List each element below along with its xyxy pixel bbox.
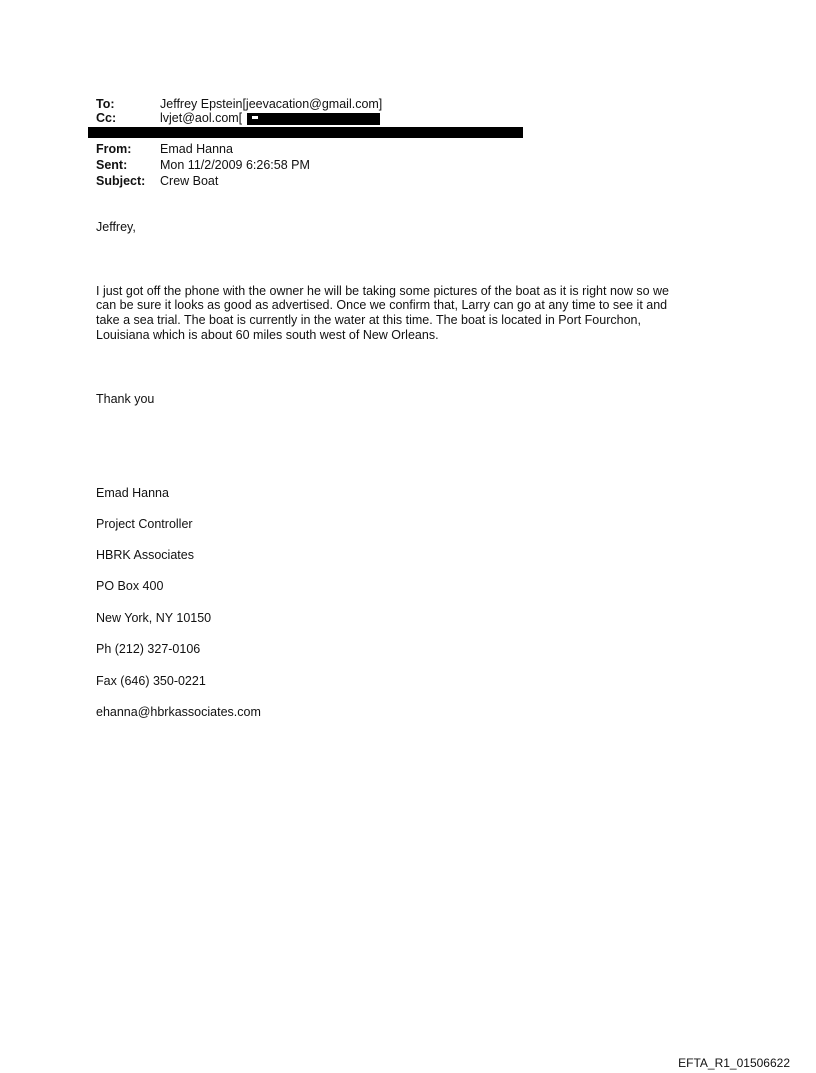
to-value: Jeffrey Epstein[jeevacation@gmail.com] — [160, 97, 383, 111]
signature-address-line-2: New York, NY 10150 — [96, 611, 212, 625]
closing: Thank you — [96, 392, 155, 406]
redaction-artifact — [252, 116, 258, 119]
signature-email: ehanna@hbrkassociates.com — [96, 705, 261, 719]
sent-row — [96, 158, 310, 172]
message-line: I just got off the phone with the owner he will be taking some pictures of the boat as it is right now so we — [96, 284, 670, 298]
message-line: take a sea trial. The boat is currently in the water at this time. The boat is located in Port Fourchon, — [96, 313, 641, 327]
sent-value: Mon 11/2/2009 6:26:58 PM — [160, 158, 310, 172]
signature-address-line-1: PO Box 400 — [96, 579, 164, 593]
sent-label: Sent: — [96, 158, 128, 172]
signature-company: HBRK Associates — [96, 548, 194, 562]
from-row — [96, 142, 233, 156]
from-value: Emad Hanna — [160, 142, 233, 156]
to-label: To: — [96, 97, 115, 111]
to-row — [96, 97, 382, 111]
greeting: Jeffrey, — [96, 220, 136, 234]
cc-label: Cc: — [96, 111, 117, 125]
signature-name: Emad Hanna — [96, 486, 169, 500]
cc-value: lvjet@aol.com[ — [160, 111, 243, 125]
message-line: Louisiana which is about 60 miles south west of New Orleans. — [96, 328, 439, 342]
subject-label: Subject: — [96, 174, 146, 188]
signature-phone: Ph (212) 327-0106 — [96, 642, 201, 656]
document-id: EFTA_R1_01506622 — [678, 1056, 790, 1070]
subject-value: Crew Boat — [160, 174, 219, 188]
redaction-bar — [88, 127, 523, 138]
redaction-bar — [247, 113, 380, 125]
cc-row — [96, 111, 242, 125]
signature-fax: Fax (646) 350-0221 — [96, 674, 206, 688]
signature-title: Project Controller — [96, 517, 193, 531]
subject-row — [96, 174, 218, 188]
from-label: From: — [96, 142, 132, 156]
message-line: can be sure it looks as good as advertised. Once we confirm that, Larry can go at any time to see it and — [96, 298, 668, 312]
